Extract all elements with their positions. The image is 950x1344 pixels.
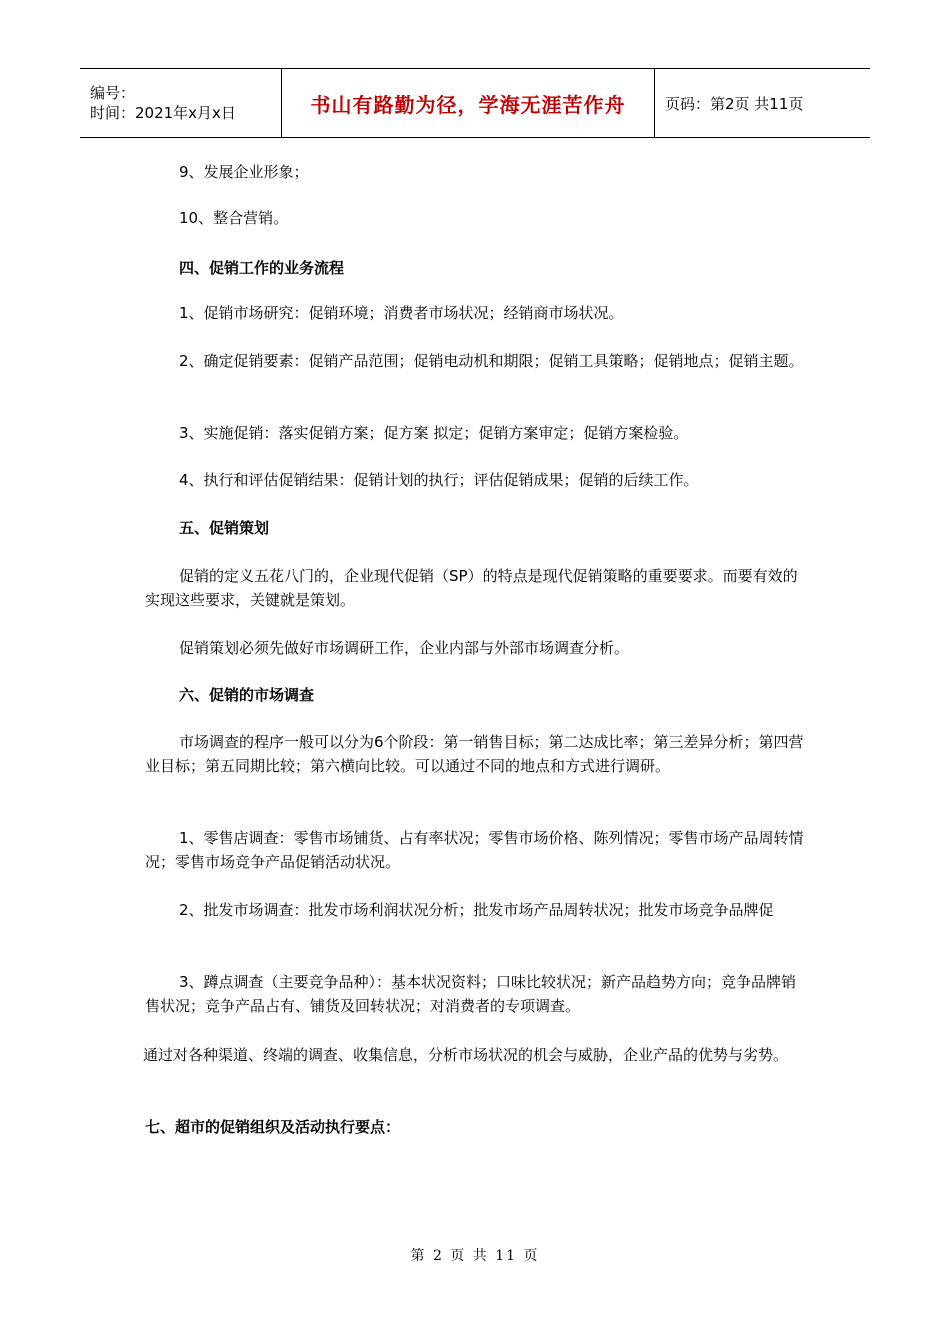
paragraph: 市场调查的程序一般可以分为6个阶段：第一销售目标；第二达成比率；第三差异分析；第四营业目标；第五同期比较；第六横向比较。可以通过不同的地点和方式进行调研。 bbox=[145, 733, 804, 775]
section-heading: 五、促销策划 bbox=[179, 519, 270, 537]
paragraph: 通过对各种渠道、终端的调查、收集信息，分析市场状况的机会与威胁，企业产品的优势与劣势。 bbox=[143, 1046, 789, 1064]
page-footer: 第 2 页 共 11 页 bbox=[410, 1248, 540, 1264]
list-item: 1、零售店调查：零售市场铺货、占有率状况；零售市场价格、陈列情况；零售市场产品周转情况；零售市场竞争产品促销活动状况。 bbox=[145, 829, 804, 871]
header-page-info: 页码：第2页 共11页 bbox=[665, 94, 804, 113]
list-item: 10、整合营销。 bbox=[179, 209, 289, 227]
list-item: 2、确定促销要素：促销产品范围；促销电动机和期限；促销工具策略；促销地点；促销主题。 bbox=[179, 352, 804, 370]
list-item: 3、蹲点调查（主要竞争品种）：基本状况资料；口味比较状况；新产品趋势方向；竞争品牌销售状况；竞争产品占有、铺货及回转状况；对消费者的专项调查。 bbox=[145, 973, 797, 1015]
paragraph: 促销策划必须先做好市场调研工作，企业内部与外部市场调查分析。 bbox=[179, 639, 630, 657]
list-item: 1、促销市场研究：促销环境；消费者市场状况；经销商市场状况。 bbox=[179, 304, 624, 322]
document-time: 时间：2021年x月x日 bbox=[90, 104, 236, 122]
header-motto: 书山有路勤为径，学海无涯苦作舟 bbox=[310, 92, 626, 117]
section-heading: 四、促销工作的业务流程 bbox=[179, 259, 345, 277]
paragraph: 促销的定义五花八门的，企业现代促销（SP）的特点是现代促销策略的重要要求。而要有效的实现这些要求，关键就是策划。 bbox=[145, 567, 798, 609]
section-heading: 七、超市的促销组织及活动执行要点： bbox=[145, 1118, 401, 1136]
document-number: 编号： bbox=[90, 84, 136, 102]
section-heading: 六、促销的市场调查 bbox=[179, 686, 315, 704]
list-item: 9、发展企业形象； bbox=[179, 163, 309, 181]
list-item: 3、实施促销：落实促销方案；促方案 拟定；促销方案审定；促销方案检验。 bbox=[179, 424, 689, 442]
list-item: 2、批发市场调查：批发市场利润状况分析；批发市场产品周转状况；批发市场竞争品牌促 bbox=[179, 901, 774, 919]
header-motto-cell bbox=[282, 69, 655, 137]
page-header bbox=[80, 68, 870, 138]
header-meta bbox=[80, 69, 282, 137]
list-item: 4、执行和评估促销结果：促销计划的执行；评估促销成果；促销的后续工作。 bbox=[179, 471, 699, 489]
